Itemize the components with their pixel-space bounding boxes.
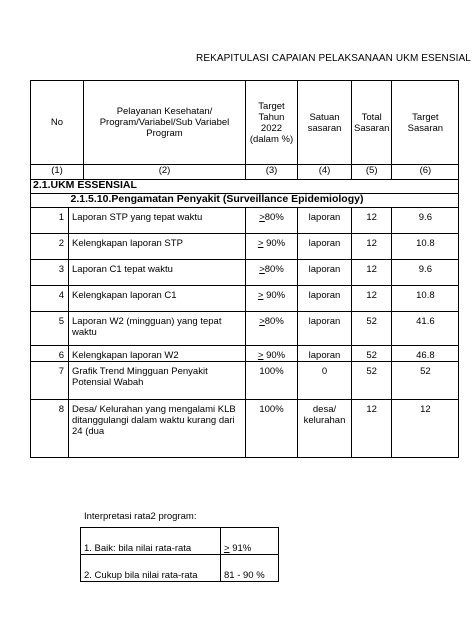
row-total: 12: [352, 208, 392, 234]
col-number: (3): [246, 165, 298, 180]
row-target: [246, 286, 298, 312]
row-number: 3: [31, 260, 69, 286]
row-program-name: [69, 286, 246, 312]
col-number: (1): [31, 165, 84, 180]
header-no: No: [31, 81, 84, 165]
row-satuan: laporan: [298, 260, 352, 286]
interpretasi-value: 81 - 90 %: [221, 555, 279, 582]
col-number: (4): [298, 165, 352, 180]
greater-equal-symbol: >: [257, 290, 264, 301]
column-number-row: [31, 165, 459, 180]
table-row: [31, 208, 459, 234]
target-value: 100%: [259, 404, 284, 415]
greater-equal-symbol: >: [257, 350, 264, 361]
col-number: (6): [392, 165, 459, 180]
row-program-text: Grafik Trend Mingguan Penyakit Potensial Wabah: [72, 366, 208, 388]
row-satuan: desa/ kelurahan: [298, 400, 352, 458]
col-number: (5): [352, 165, 392, 180]
row-total: 12: [352, 400, 392, 458]
row-total: 52: [352, 346, 392, 362]
row-sasaran: 46.8: [392, 346, 459, 362]
row-satuan: laporan: [298, 234, 352, 260]
interpretasi-table: [80, 527, 279, 582]
section-pengamatan-penyakit: 2.1.5.10.Pengamatan Penyakit (Surveillance Epidemiology): [69, 194, 459, 208]
row-number: 6: [31, 346, 69, 362]
row-sasaran: 12: [392, 400, 459, 458]
row-number: 2: [31, 234, 69, 260]
row-program-name: [69, 260, 246, 286]
table-row: [31, 346, 459, 362]
row-total: 52: [352, 312, 392, 346]
row-sasaran: 9.6: [392, 208, 459, 234]
row-target: [246, 312, 298, 346]
row-sasaran: 10.8: [392, 234, 459, 260]
target-value: 100%: [259, 366, 284, 377]
row-sasaran: 41.6: [392, 312, 459, 346]
table-row: [31, 260, 459, 286]
row-program-name: [69, 312, 246, 346]
row-target: [246, 346, 298, 362]
row-target: [246, 234, 298, 260]
target-value: 80%: [264, 212, 284, 223]
row-satuan: laporan: [298, 208, 352, 234]
header-target-tahun: Target Tahun 2022 (dalam %): [246, 81, 298, 165]
row-total: 52: [352, 362, 392, 400]
row-target: [246, 260, 298, 286]
row-number: 7: [31, 362, 69, 400]
interpretasi-label: 1. Baik: bila nilai rata-rata: [81, 528, 221, 555]
row-satuan: 0: [298, 362, 352, 400]
row-program-name: [69, 362, 246, 400]
greater-equal-symbol: >: [259, 212, 265, 223]
header-target-sasaran: Target Sasaran: [392, 81, 459, 165]
row-program-text: Laporan W2 (mingguan) yang tepat waktu: [72, 316, 222, 338]
interpretasi-row: [81, 528, 279, 555]
interpretasi-label: 2. Cukup bila nilai rata-rata: [81, 555, 221, 582]
target-value: 90%: [263, 290, 286, 301]
header-row: [31, 81, 459, 165]
rekap-table: [30, 80, 459, 458]
target-value: 90%: [263, 238, 286, 249]
row-number: 5: [31, 312, 69, 346]
row-satuan: laporan: [298, 346, 352, 362]
target-value: 80%: [264, 316, 284, 327]
row-program-text: Laporan STP yang tepat waktu: [72, 212, 203, 223]
target-value: 90%: [263, 350, 286, 361]
row-satuan: laporan: [298, 286, 352, 312]
row-program-name: [69, 400, 246, 458]
row-program-text: Kelengkapan laporan W2: [72, 350, 179, 360]
row-total: 12: [352, 234, 392, 260]
interpretasi-row: [81, 555, 279, 582]
table-row: [31, 234, 459, 260]
row-number: 1: [31, 208, 69, 234]
row-total: 12: [352, 286, 392, 312]
row-total: 12: [352, 260, 392, 286]
row-number: 4: [31, 286, 69, 312]
row-program-name: [69, 234, 246, 260]
row-program-text: Desa/ Kelurahan yang mengalami KLB ditanggulangi dalam waktu kurang dari 24 (dua: [72, 404, 236, 437]
interpretasi-title: Interpretasi rata2 program:: [84, 511, 197, 522]
header-total: Total Sasaran: [352, 81, 392, 165]
row-program-text: Laporan C1 tepat waktu: [72, 264, 173, 275]
document-title: REKAPITULASI CAPAIAN PELAKSANAAN UKM ESENSIAL: [196, 53, 471, 64]
row-program-text: Kelengkapan laporan C1: [72, 290, 177, 301]
row-sasaran: 52: [392, 362, 459, 400]
row-program-text: Kelengkapan laporan STP: [72, 238, 183, 249]
row-satuan: laporan: [298, 312, 352, 346]
interpretasi-value-text: 91%: [229, 543, 252, 554]
section-ukm-essensial: 2.1.UKM ESSENSIAL: [31, 180, 459, 194]
greater-equal-symbol: >: [259, 264, 265, 275]
header-satuan: Satuan sasaran: [298, 81, 352, 165]
section-row: [31, 180, 459, 194]
table-row: [31, 362, 459, 400]
header-pelayanan: Pelayanan Kesehatan/ Program/Variabel/Sub Variabel Program: [84, 81, 246, 165]
row-number: 8: [31, 400, 69, 458]
row-sasaran: 9.6: [392, 260, 459, 286]
table-row: [31, 312, 459, 346]
row-target: [246, 400, 298, 458]
interpretasi-value: [221, 528, 279, 555]
row-target: [246, 208, 298, 234]
greater-equal-symbol: >: [259, 316, 265, 327]
row-sasaran: 10.8: [392, 286, 459, 312]
row-program-name: [69, 208, 246, 234]
subsection-row: [31, 194, 459, 208]
col-number: (2): [84, 165, 246, 180]
row-program-name: [69, 346, 246, 362]
row-target: [246, 362, 298, 400]
greater-equal-symbol: >: [257, 238, 264, 249]
target-value: 80%: [264, 264, 284, 275]
greater-equal-symbol: >: [224, 543, 230, 554]
table-row: [31, 286, 459, 312]
table-row: [31, 400, 459, 458]
